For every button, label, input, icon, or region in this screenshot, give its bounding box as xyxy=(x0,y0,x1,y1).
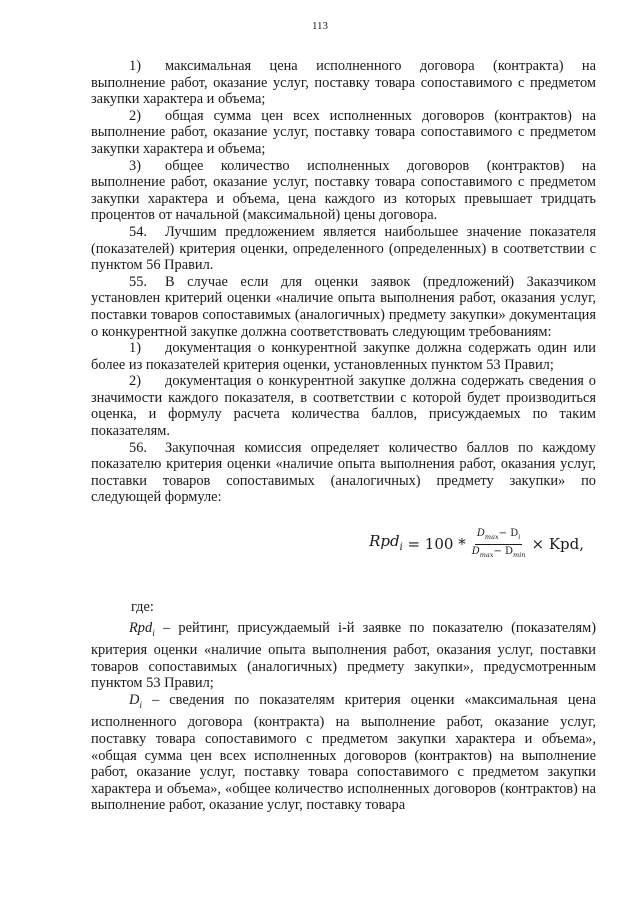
definition-text: – рейтинг, присуждаемый i-й заявке по показателю (показателям) критерия оценки «наличие опыта выполнения работ, оказания услуг, поставки товаров сопоставимых (аналогичных) предмету закупки», предусмотренным пунктом 53 Правил; xyxy=(91,619,596,692)
list-item-55-1 xyxy=(91,340,596,373)
definition-rpd xyxy=(91,620,596,692)
where-label: где: xyxy=(131,599,154,616)
clause-number: 56. xyxy=(129,439,147,456)
item-number: 2) xyxy=(129,373,141,390)
formula-fraction xyxy=(470,528,528,561)
rating-formula xyxy=(91,528,584,561)
document-body xyxy=(91,58,596,814)
item-text: максимальная цена исполненного договора (контракта) на выполнение работ, оказание услуг, поставку товара сопоставимого с предметом закупки характера и объема; xyxy=(91,58,596,108)
formula-lhs: Rpd$_i$ xyxy=(369,531,403,553)
clause-number: 55. xyxy=(129,273,147,290)
item-number: 1) xyxy=(129,340,141,357)
item-number: 3) xyxy=(129,157,141,174)
clause-55 xyxy=(91,274,596,340)
clause-text: В случае если для оценки заявок (предложений) Заказчиком установлен критерий оценки «наличие опыта выполнения работ, оказания услуг, поставки товаров сопоставимых (аналогичных) предмету закупки» документация о конкурентной закупке должна соответствовать следующим требованиям: xyxy=(91,273,596,340)
list-item-55-2 xyxy=(91,373,596,439)
clause-56 xyxy=(91,440,596,506)
item-text: общее количество исполненных договоров (контрактов) на выполнение работ, оказание услуг, поставку товара сопоставимого с предметом закупки характера и объема, цена каждого из которых превышает тридцать процентов от начальной (максимальной) цены договора. xyxy=(91,157,596,224)
variable-subscript: i xyxy=(152,628,155,639)
page-number: 113 xyxy=(311,20,329,32)
definition-text: – сведения по показателям критерия оценки «максимальная цена исполненного договора (контракта) на выполнение работ, оказание услуг, поставку товара сопоставимого с предметом закупки характера и объема», «общая сумма цен всех исполненных договоров (контрактов) на выполнение работ, оказание услуг, поставку товара сопоставимого с предметом закупки характера и объема», «общее количество исполненных договоров (контрактов) на выполнение работ, оказание услуг, поставку товара xyxy=(91,691,596,814)
list-item-1 xyxy=(91,58,596,108)
item-text: документация о конкурентной закупке должна содержать один или более из показателей критерия оценки, установленных пунктом 53 Правил; xyxy=(91,340,596,373)
clause-54 xyxy=(91,224,596,274)
clause-number: 54. xyxy=(129,223,147,240)
item-number: 1) xyxy=(129,58,141,74)
formula-rhs: × Kpd, xyxy=(531,535,584,554)
clause-text: Закупочная комиссия определяет количество баллов по каждому показателю критерия оценки «наличие опыта выполнения работ, оказания услуг, поставки товаров сопоставимых (аналогичных) предмету закупки» по следующей формуле: xyxy=(91,439,596,506)
formula-eq: = 100 * xyxy=(407,535,466,554)
item-text: общая сумма цен всех исполненных договоров (контрактов) на выполнение работ, оказание услуг, поставку товара сопоставимого с предметом закупки характера и объема; xyxy=(91,107,596,157)
variable-name: D xyxy=(129,691,140,708)
item-text: документация о конкурентной закупке должна содержать сведения о значимости каждого показателя, в соответствии с которой будет производиться оценка, и формулу расчета количества баллов, присуждаемых по таким показателям. xyxy=(91,373,596,440)
item-number: 2) xyxy=(129,107,141,124)
list-item-3 xyxy=(91,158,596,224)
variable-subscript: i xyxy=(139,700,143,711)
fraction-numerator: $D_{max}- D_i$ xyxy=(475,528,522,545)
list-item-2 xyxy=(91,108,596,158)
fraction-denominator: $D_{max}- D_{min}$ xyxy=(471,546,526,560)
clause-text: Лучшим предложением является наибольшее значение показателя (показателей) критерия оценки, определенного (определенных) в соответствии с пунктом 56 Правил. xyxy=(91,223,596,274)
definition-d xyxy=(91,692,596,814)
variable-name: Rpd xyxy=(129,619,153,636)
